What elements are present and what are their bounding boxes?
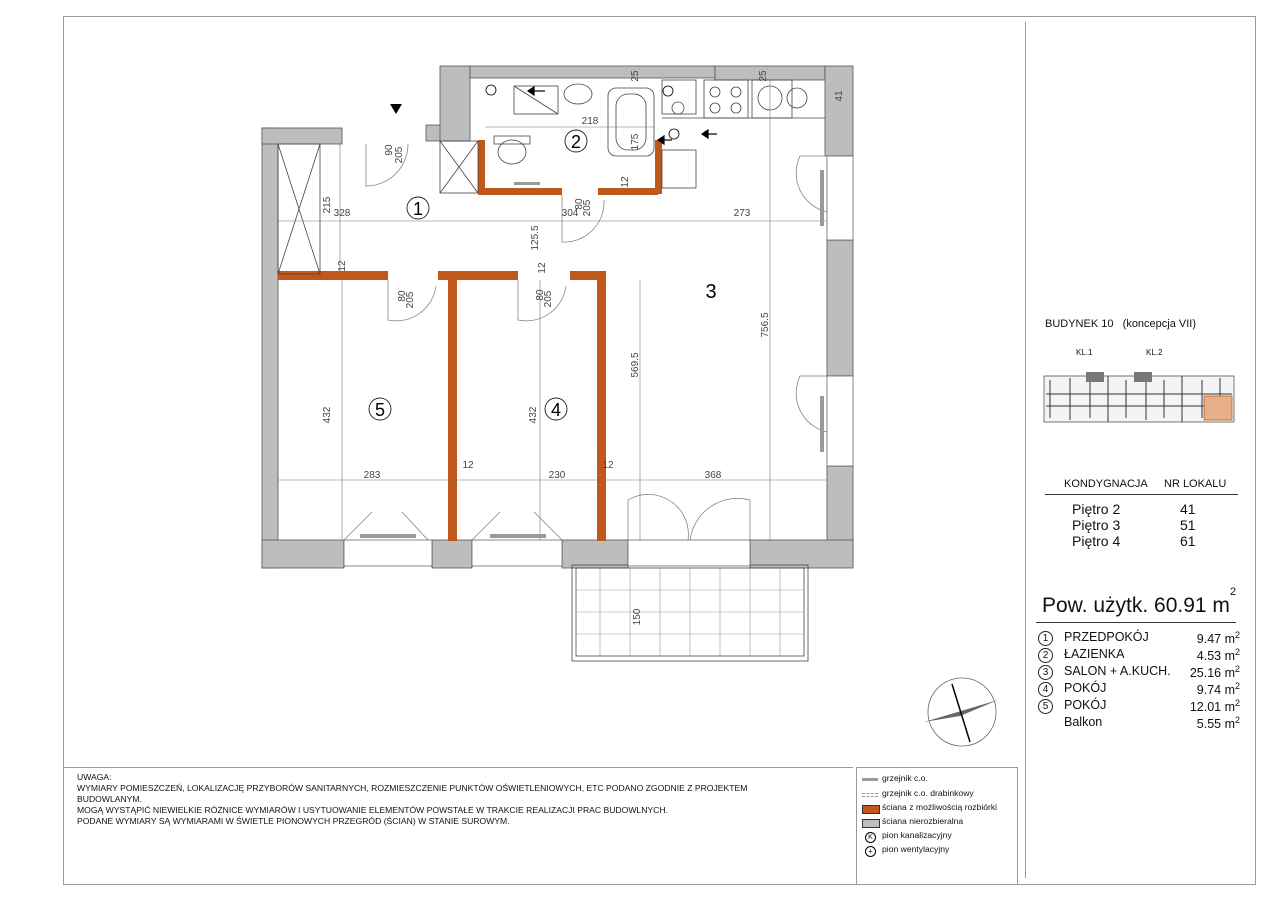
window-room4: [472, 540, 562, 566]
floor-row-floor: Piętro 4: [1072, 533, 1121, 549]
window-room3-balcony: [628, 540, 750, 566]
dimension-label: 12: [462, 460, 474, 471]
room-row: 2 ŁAZIENKA 4.53 $m^2$: [1030, 647, 1240, 664]
dimension-label: 205: [543, 290, 554, 308]
dimension-label: 205: [405, 291, 416, 309]
legend: grzejnik c.o. grzejnik c.o. drabinkowy ściana z możliwością rozbiórki ściana nierozbieralna K pion kanalizacyjny + pion wentylacyjny: [856, 767, 1018, 885]
floor-row-unit: 41: [1180, 501, 1196, 517]
window-room5: [344, 540, 432, 566]
dimension-label: 218: [581, 116, 599, 127]
entry-arrow-icon: [390, 104, 402, 114]
window-east-bottom: [827, 376, 853, 466]
dimension-label: 12: [602, 460, 614, 471]
dimension-label: 756.5: [760, 312, 771, 338]
notes-line: BUDOWLANYM.: [77, 794, 142, 804]
north-wall-bath: [470, 66, 715, 78]
ladder-radiator-icon: [862, 793, 878, 797]
room-label-1: 1: [412, 199, 424, 219]
bath-wall-west: [478, 140, 485, 194]
area-divider: [1036, 622, 1236, 623]
east-wall-mid: [827, 240, 853, 376]
bath-wall-south-left: [478, 188, 562, 195]
notes-line: MOGĄ WYSTĄPIĆ NIEWIELKIE RÓŻNICE WYMIARÓW I USYTUOWANIE ELEMENTÓW POWSTAŁE W TRAKCIE REALIZACJI PRAC BUDOWLNYCH.: [77, 805, 668, 815]
radiator-icon: [820, 170, 824, 226]
room-label-5: 5: [374, 400, 386, 420]
ventilation-riser-icon: +: [865, 846, 876, 857]
west-wall: [262, 128, 278, 568]
dimension-label: 80: [574, 198, 585, 210]
balcony-door-left: [628, 494, 688, 540]
sewer-riser-icon: [669, 129, 679, 139]
dimension-label: 80: [397, 290, 408, 302]
room-label-3: 3: [705, 281, 717, 303]
usable-area: Pow. użytk. 60.91 $m^2$: [1042, 586, 1237, 617]
north-wall-kitchen: [715, 66, 825, 80]
building-key-plan: [1042, 368, 1238, 428]
dimension-label: 41: [834, 90, 845, 102]
cooktop: [704, 80, 748, 118]
dimension-label: 25: [758, 70, 769, 82]
south-wall-4: [750, 540, 853, 568]
radiator-icon: [360, 534, 416, 538]
shaft-wall: [440, 66, 470, 141]
east-wall-top: [825, 66, 853, 156]
dimension-label: 569.5: [630, 352, 641, 378]
dimension-label: 25: [630, 70, 641, 82]
ladder-radiator-icon: [514, 182, 540, 185]
frame-right-line: [1255, 16, 1256, 885]
partition-room5-top: [278, 271, 388, 280]
dimension-label: 205: [582, 199, 593, 217]
dimension-label: 368: [704, 470, 722, 481]
window-east-top: [827, 156, 853, 240]
dimension-label: 304: [561, 208, 579, 219]
dimension-label: 12: [337, 260, 348, 272]
floor-row-unit: 61: [1180, 533, 1196, 549]
room-row: 1 PRZEDPOKÓJ 9.47 $m^2$: [1030, 630, 1240, 647]
room-row: 4 POKÓJ 9.74 $m^2$: [1030, 681, 1240, 698]
floor-row-unit: 51: [1180, 517, 1196, 533]
washbasin: [564, 84, 592, 104]
dimension-label: 175: [630, 133, 641, 151]
floor-row-floor: Piętro 2: [1072, 501, 1121, 517]
sewer-riser-icon: [486, 85, 496, 95]
room-row: 3 SALON + A.KUCH. 25.16 $m^2$: [1030, 664, 1240, 681]
building-title: BUDYNEK 10 (koncepcja VII): [1045, 318, 1197, 330]
balcony-grid: [576, 568, 804, 656]
dimension-label: 328: [333, 208, 351, 219]
dimension-label: 432: [528, 406, 539, 424]
south-wall-2: [432, 540, 472, 568]
kl1-label: KL.1: [1076, 348, 1093, 357]
dimension-label: 12: [620, 176, 631, 188]
radiator-icon: [820, 396, 824, 452]
notes-box: [63, 767, 853, 885]
dimension-label: 283: [363, 470, 381, 481]
partition-room3-room4: [597, 271, 606, 541]
kl2-label: KL.2: [1146, 348, 1163, 357]
dimension-label: 215: [322, 196, 333, 214]
north-arrow-icon: [924, 678, 998, 746]
dimension-label: 80: [535, 289, 546, 301]
dimension-label: 205: [394, 146, 405, 164]
room-labels: [369, 130, 717, 420]
notes-line: PODANE WYMIARY SĄ WYMIARAMI W ŚWIETLE PIONOWYCH PRZEGRÓD (ŚCIAN) W STANIE SUROWYM.: [77, 816, 510, 826]
col-unit-header: NR LOKALU: [1164, 478, 1227, 490]
balcony-row: Balkon 5.55 $m^2$: [1064, 715, 1240, 732]
notes-line: WYMIARY POMIESZCZEŃ, LOKALIZACJĘ PRZYBORÓW SANITARNYCH, ROZMIESZCZENIE PUNKTÓW OŚWIETLENIOWYCH, ETC PODANO ZGODNIE Z PROJEKTEM: [77, 783, 748, 793]
bath-wall-south-right: [598, 188, 658, 195]
balcony-door-right: [690, 498, 750, 540]
removable-wall-swatch: [862, 805, 880, 814]
floor-row-floor: Piętro 3: [1072, 517, 1121, 533]
col-floor-header: KONDYGNACJA: [1064, 478, 1148, 490]
dimension-label: 230: [548, 470, 566, 481]
fixed-wall-swatch: [862, 819, 880, 828]
room-label-2: 2: [570, 132, 582, 152]
room-row: 5 POKÓJ 12.01 $m^2$: [1030, 698, 1240, 715]
dimension-label: 150: [632, 608, 643, 626]
table-divider: [1045, 494, 1238, 495]
interior-outlines: [278, 80, 825, 661]
dimension-label: 12: [537, 262, 548, 274]
dimension-label: 90: [384, 144, 395, 156]
risers: [486, 85, 679, 139]
radiators: [360, 170, 824, 538]
dimension-label: 432: [322, 406, 333, 424]
bath-wall-east: [655, 140, 662, 194]
room-label-4: 4: [550, 400, 562, 420]
fridge: [662, 150, 696, 188]
removable-walls: [278, 140, 662, 541]
dimension-label: 125.5: [530, 225, 541, 251]
sewer-riser-icon: K: [865, 832, 876, 843]
notes-title: UWAGA:: [77, 772, 112, 782]
partition-room4-room5: [448, 271, 457, 541]
south-wall-3: [562, 540, 628, 568]
radiator-icon: [862, 778, 878, 781]
north-wall-west: [262, 128, 342, 144]
south-wall-1: [262, 540, 344, 568]
sewer-riser-icon: [663, 86, 673, 96]
kitchen-sink-box: [662, 80, 696, 114]
dimension-label: 273: [733, 208, 751, 219]
radiator-icon: [490, 534, 546, 538]
